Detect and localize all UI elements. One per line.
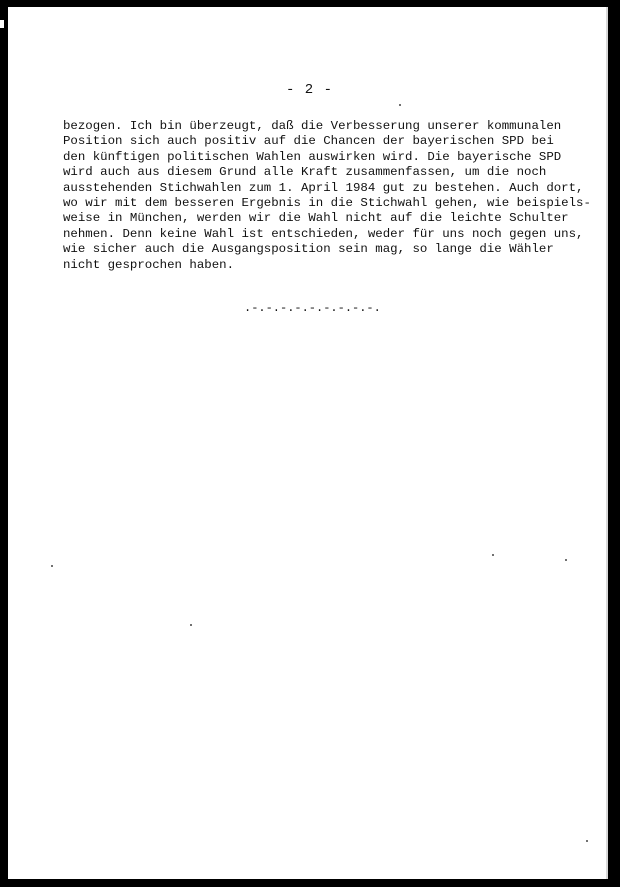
text-line: den künftigen politischen Wahlen auswirken wird. Die bayerische SPD bbox=[63, 149, 562, 164]
scan-speck bbox=[190, 624, 192, 626]
text-line: weise in München, werden wir die Wahl nicht auf die leichte Schulter bbox=[63, 211, 569, 226]
scan-speck bbox=[586, 840, 588, 842]
body-paragraph bbox=[63, 119, 593, 273]
text-line: nicht gesprochen haben. bbox=[63, 257, 235, 272]
text-line: nehmen. Denn keine Wahl ist entschieden, weder für uns noch gegen uns, bbox=[63, 226, 584, 241]
scan-speck bbox=[565, 559, 567, 561]
document-page bbox=[8, 7, 608, 879]
end-separator: .-.-.-.-.-.-.-.-.-. bbox=[244, 301, 381, 315]
scan-speck bbox=[399, 104, 401, 106]
scan-edge-mark bbox=[0, 20, 4, 28]
text-line: bezogen. Ich bin überzeugt, daß die Verbesserung unserer kommunalen bbox=[63, 119, 562, 133]
text-line: ausstehenden Stichwahlen zum 1. April 1984 gut zu bestehen. Auch dort, bbox=[63, 180, 584, 195]
text-line: Position sich auch positiv auf die Chancen der bayerischen SPD bei bbox=[63, 134, 554, 149]
scan-speck bbox=[492, 554, 494, 556]
text-line: wird auch aus diesem Grund alle Kraft zusammenfassen, um die noch bbox=[63, 165, 547, 180]
scan-speck bbox=[51, 565, 53, 567]
text-line: wo wir mit dem besseren Ergebnis in die Stichwahl gehen, wie beispiels- bbox=[63, 196, 591, 211]
page-number: - 2 - bbox=[286, 82, 334, 98]
text-line: wie sicher auch die Ausgangsposition sein mag, so lange die Wähler bbox=[63, 242, 554, 257]
